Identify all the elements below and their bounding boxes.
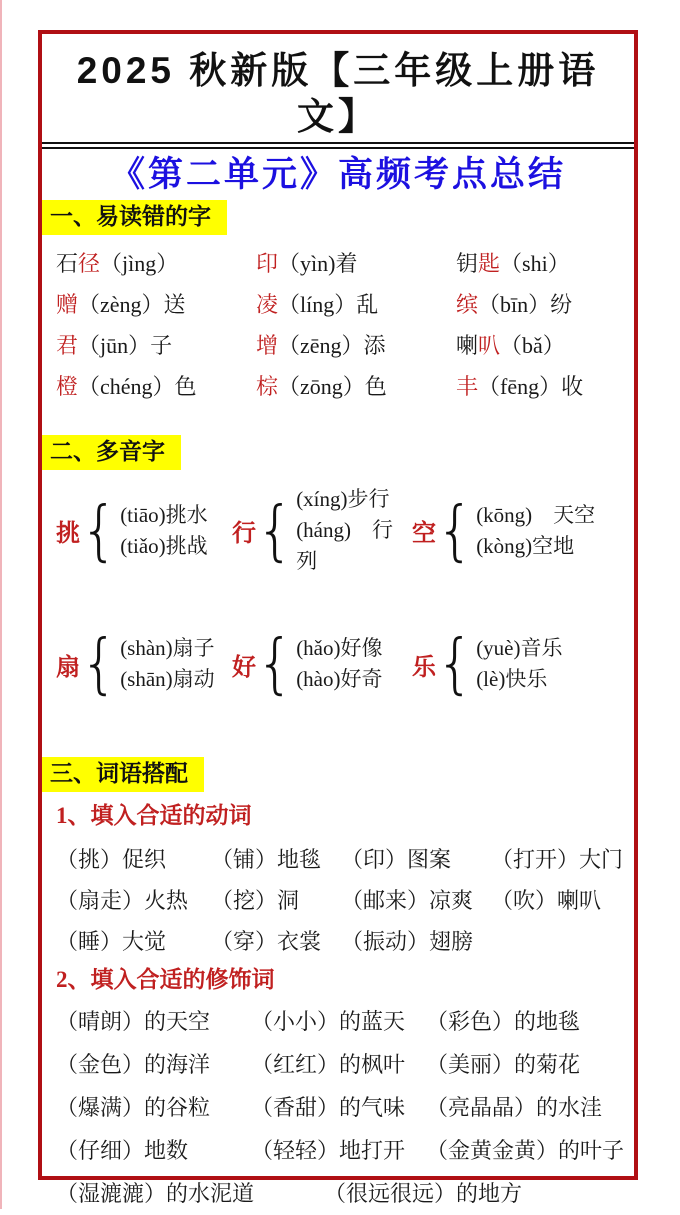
title-row [42,48,634,149]
misread-word [256,366,456,407]
verb-pair: （睡）大觉 [56,928,167,954]
polyphone-row-1 [56,484,634,577]
word-black-part: 石 [56,251,79,277]
word-pinyin-part: （jūn）子 [78,333,173,359]
word-red-char: 叭 [478,333,501,359]
word-pinyin-part: （zēng）添 [278,333,386,359]
word-red-char: 君 [56,333,79,359]
verb-subheading: 1、填入合适的动词 [56,802,252,828]
modifier-pair: （轻轻）地打开 [251,1138,406,1164]
verb-pair: （挑）促织 [56,846,167,872]
modifier-pair: （金黄金黄）的叶子 [426,1138,625,1164]
modifier-row [56,1043,634,1086]
word-black-part: 钥 [456,251,479,277]
polyphone-group [56,626,232,702]
brace-icon: { [436,626,475,702]
modifier-pair: （美丽）的菊花 [426,1052,581,1078]
polyphone-readings [296,633,382,695]
verb-row [56,921,634,962]
reading-top: (shàn)扇子 [120,636,215,661]
page-left-edge [0,0,2,1209]
misread-word [56,366,256,407]
worksheet-red-frame [38,30,638,1207]
modifier-collocation-list [42,1000,634,1172]
section-heading-misread-chars: 一、易读错的字 [42,200,227,235]
section-heading-collocation: 三、词语搭配 [42,757,204,792]
page-title: 2025 秋新版【三年级上册语文】 [42,48,634,149]
polyphone-readings [120,633,214,695]
polyphone-character: 行 [232,521,256,548]
misread-word [456,325,634,366]
polyphone-character: 好 [232,654,256,681]
word-pinyin-part: （fēng）收 [478,374,584,400]
word-pinyin-part: （jìng） [100,251,179,277]
modifier-pair: （香甜）的气味 [251,1095,406,1121]
polyphone-group [56,492,232,569]
page-subtitle: 《第二单元》高频考点总结 [109,154,566,194]
verb-pair: （打开）大门 [491,846,624,872]
modifier-pair: （仔细）地数 [56,1138,189,1164]
misread-word [456,366,634,407]
misread-word [256,243,456,284]
word-pinyin-part: （yìn)着 [278,251,358,277]
verb-pair: （印）图案 [341,846,452,872]
brace-icon: { [80,492,119,569]
polyphone-group [232,484,412,577]
reading-bottom: (hào)好奇 [296,667,383,692]
verb-pair: （吹）喇叭 [491,887,602,913]
modifier-row [56,1000,634,1043]
polyphone-character: 扇 [56,654,80,681]
misread-word [56,325,256,366]
misread-word [256,325,456,366]
polyphone-row-2 [56,626,634,702]
reading-bottom: (lè)快乐 [476,667,548,692]
modifier-pair: （金色）的海洋 [56,1052,211,1078]
word-red-char: 缤 [456,292,479,318]
verb-row [56,839,634,880]
polyphone-readings [476,500,595,562]
reading-top: (xíng)步行 [296,487,390,512]
polyphone-group [412,492,596,569]
verb-pair: （挖）洞 [211,887,300,913]
word-red-char: 棕 [256,374,279,400]
verb-pair: （振动）翅膀 [341,928,474,954]
word-red-char: 匙 [478,251,501,277]
modifier-pair: （很远很远）的地方 [324,1181,523,1207]
misread-char-grid [56,243,634,407]
word-pinyin-part: （zōng）色 [278,374,387,400]
modifier-row [56,1086,634,1129]
modifier-subheading: 2、填入合适的修饰词 [56,966,275,992]
verb-row [56,880,634,921]
misread-word [256,284,456,325]
word-red-char: 橙 [56,374,79,400]
polyphone-group [232,626,412,702]
modifier-pair: （湿漉漉）的水泥道 [56,1181,255,1207]
word-pinyin-part: （zèng）送 [78,292,186,318]
verb-pair: （邮来）凉爽 [341,887,474,913]
section-heading-polyphones: 二、多音字 [42,435,181,470]
reading-top: (kōng) 天空 [476,502,596,527]
reading-bottom: (háng) 行列 [296,518,393,574]
word-pinyin-part: （bǎ） [500,333,565,359]
reading-top: (tiāo)挑水 [120,502,208,527]
reading-bottom: (tiǎo)挑战 [120,533,208,558]
reading-top: (yuè)音乐 [476,636,563,661]
modifier-pair: （彩色）的地毯 [426,1009,581,1035]
modifier-pair: （晴朗）的天空 [56,1009,211,1035]
word-pinyin-part: （shi） [500,251,570,277]
word-red-char: 丰 [456,374,479,400]
misread-word [456,284,634,325]
word-pinyin-part: （bīn）纷 [478,292,573,318]
word-pinyin-part: （chéng）色 [78,374,197,400]
modifier-row [56,1129,634,1172]
verb-collocation-list [42,839,634,962]
reading-bottom: (kòng)空地 [476,533,575,558]
polyphone-readings [296,484,412,577]
reading-top: (hǎo)好像 [296,636,383,661]
brace-icon: { [256,626,295,702]
misread-word [456,243,634,284]
verb-pair: （穿）衣裳 [211,928,322,954]
misread-word [56,284,256,325]
verb-pair: （铺）地毯 [211,846,322,872]
brace-icon: { [256,492,295,569]
misread-word [56,243,256,284]
polyphone-readings [120,500,207,562]
word-red-char: 凌 [256,292,279,318]
polyphone-group [412,626,563,702]
word-red-char: 赠 [56,292,79,318]
word-red-char: 印 [256,251,279,277]
polyphone-character: 乐 [412,654,436,681]
word-red-char: 径 [78,251,101,277]
reading-bottom: (shān)扇动 [120,667,215,692]
brace-icon: { [80,626,119,702]
modifier-pair: （小小）的蓝天 [251,1009,406,1035]
polyphone-character: 空 [412,521,436,548]
word-black-part: 喇 [456,333,479,359]
polyphone-readings [476,633,562,695]
modifier-pair: （亮晶晶）的水洼 [426,1095,603,1121]
verb-pair: （扇走）火热 [56,887,189,913]
word-red-char: 增 [256,333,279,359]
brace-icon: { [436,492,475,569]
modifier-pair: （红红）的枫叶 [251,1052,406,1078]
polyphone-character: 挑 [56,521,80,548]
word-pinyin-part: （líng）乱 [278,292,379,318]
modifier-pair: （爆满）的谷粒 [56,1095,211,1121]
